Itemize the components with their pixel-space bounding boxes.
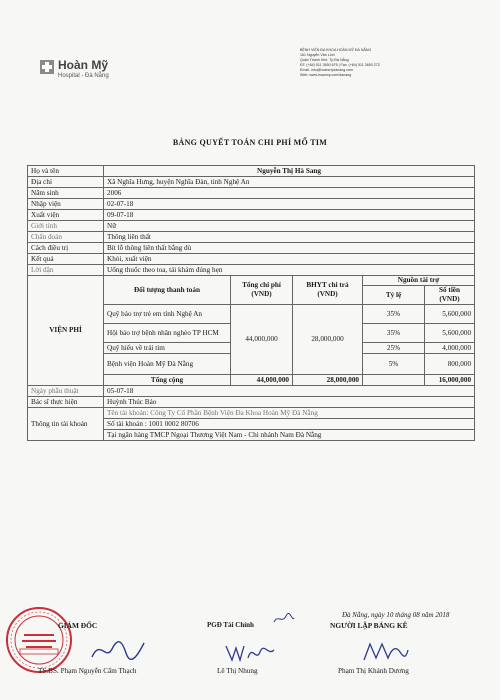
maker-title: NGƯỜI LẬP BẢNG KÊ	[330, 621, 408, 630]
finance-signature	[222, 640, 278, 666]
table-row	[28, 408, 475, 419]
row-label: Bác sĩ thực hiện	[28, 397, 104, 408]
table-row	[28, 386, 475, 397]
row-label: Địa chỉ	[28, 177, 104, 188]
info-line: ĐT: (+84) 511 3650 676 | Fax: (+84) 511 3650 272	[300, 63, 380, 67]
account-number: Số tài khoản : 1001 0002 80706	[104, 419, 475, 430]
table-row	[28, 254, 475, 265]
finance-title: PGĐ Tài Chính	[207, 621, 254, 629]
sum-label: Tổng cộng	[104, 375, 231, 386]
result: Khỏi, xuất viện	[104, 254, 475, 265]
fees-header-row	[28, 276, 475, 286]
table-row	[28, 210, 475, 221]
maker-signature	[360, 638, 410, 666]
row-label: Lời dặn	[28, 265, 104, 276]
sum-total: 44,000,000	[231, 375, 293, 386]
logo-name: Hoàn Mỹ	[58, 58, 109, 72]
sponsor-amount: 5,600,000	[425, 305, 475, 324]
sponsor-rate: 25%	[363, 343, 425, 354]
row-label: Năm sinh	[28, 188, 104, 199]
row-label: Họ và tên	[28, 166, 104, 177]
doctor: Huỳnh Thúc Bảo	[104, 397, 475, 408]
hospital-cross-icon	[40, 60, 54, 74]
row-label: Nhập viện	[28, 199, 104, 210]
row-label: Cách điều trị	[28, 243, 104, 254]
document-title: BẢNG QUYẾT TOÁN CHI PHÍ MỔ TIM	[172, 138, 328, 147]
row-label: Kết quả	[28, 254, 104, 265]
col-sponsor: Nguồn tài trợ	[363, 276, 475, 286]
info-line: Email: info@hoanmydanang.com	[300, 68, 353, 72]
sponsor-name: Bệnh viện Hoàn Mỹ Đà Nẵng	[104, 354, 231, 375]
settlement-table	[27, 165, 475, 441]
sponsor-amount: 5,600,000	[425, 324, 475, 343]
sponsor-rate: 35%	[363, 324, 425, 343]
table-row	[28, 166, 475, 177]
sum-insurance: 28,000,000	[293, 375, 363, 386]
hospital-contact-info	[300, 48, 470, 78]
table-row	[28, 221, 475, 232]
sponsor-amount: 4,000,000	[425, 343, 475, 354]
info-line: Quận Thanh Khê, Tp.Đà Nẵng	[300, 58, 349, 62]
col-total: Tổng chi phí (VND)	[231, 276, 293, 305]
sponsor-rate: 35%	[363, 305, 425, 324]
col-payer: Đối tượng thanh toán	[104, 276, 231, 305]
table-row	[28, 243, 475, 254]
row-label: Xuất viện	[28, 210, 104, 221]
treatment: Bít lỗ thông liên thất bằng dù	[104, 243, 475, 254]
row-label: Ngày phẫu thuật	[28, 386, 104, 397]
row-label: Thông tin tài khoản	[28, 408, 104, 441]
finance-name: Lê Thị Nhung	[217, 667, 258, 675]
patient-birth-year: 2006	[104, 188, 475, 199]
red-seal-stamp	[4, 605, 74, 675]
director-title: GIÁM ĐỐC	[58, 621, 98, 630]
admit-date: 02-07-18	[104, 199, 475, 210]
table-row	[28, 265, 475, 276]
table-row	[28, 232, 475, 243]
sponsor-name: Hội bảo trợ bệnh nhân nghèo TP HCM	[104, 324, 231, 343]
sponsor-amount: 800,000	[425, 354, 475, 375]
table-row	[28, 188, 475, 199]
info-line: 161 Nguyễn Văn Linh	[300, 53, 335, 57]
sum-rate-empty	[363, 375, 425, 386]
sponsor-name: Quỹ bảo trợ trẻ em tỉnh Nghệ An	[104, 305, 231, 324]
logo-subtitle: Hospital - Đà Nẵng	[58, 73, 109, 79]
row-label: Chẩn đoán	[28, 232, 104, 243]
fees-section-label: VIỆN PHÍ	[28, 276, 104, 386]
finance-initials	[272, 612, 296, 626]
insurance-paid: 28,000,000	[293, 305, 363, 375]
director-name: TS.BS. Phạm Nguyễn Cẩm Thạch	[38, 667, 137, 675]
col-insurance: BHYT chi trả (VND)	[293, 276, 363, 305]
row-label: Giới tính	[28, 221, 104, 232]
account-bank: Tại ngân hàng TMCP Ngoại Thương Việt Nam - Chi nhánh Nam Đà Nẵng	[104, 430, 475, 441]
col-amount: Số tiền (VND)	[425, 286, 475, 305]
sponsor-name: Quỹ hiếu về trái tim	[104, 343, 231, 354]
patient-address: Xã Nghĩa Hưng, huyện Nghĩa Đàn, tỉnh Nghệ An	[104, 177, 475, 188]
table-row	[28, 199, 475, 210]
sponsor-rate: 5%	[363, 354, 425, 375]
table-row	[28, 397, 475, 408]
info-line: Web: www.hoanmy.com/danang	[300, 73, 352, 77]
sum-amount: 16,000,000	[425, 375, 475, 386]
discharge-date: 09-07-18	[104, 210, 475, 221]
diagnosis: Thông liên thất	[104, 232, 475, 243]
col-rate: Tỷ lệ	[363, 286, 425, 305]
signature-date: Đà Nẵng, ngày 10 tháng 08 năm 2018	[342, 611, 450, 619]
table-row	[28, 177, 475, 188]
patient-name: Nguyễn Thị Hà Sang	[104, 166, 475, 177]
director-signature	[88, 635, 148, 665]
total-cost: 44,000,000	[231, 305, 293, 375]
info-line: BỆNH VIỆN ĐA KHOA HOÀN MỸ ĐÀ NẴNG	[300, 48, 372, 52]
surgery-date: 05-07-18	[104, 386, 475, 397]
maker-name: Phạm Thị Khánh Dương	[338, 667, 409, 675]
advice: Uống thuốc theo toa, tái khám đúng hẹn	[104, 265, 475, 276]
patient-gender: Nữ	[104, 221, 475, 232]
account-name: Tên tài khoản: Công Ty Cổ Phần Bệnh Viện Đa Khoa Hoàn Mỹ Đà Nẵng	[104, 408, 475, 419]
